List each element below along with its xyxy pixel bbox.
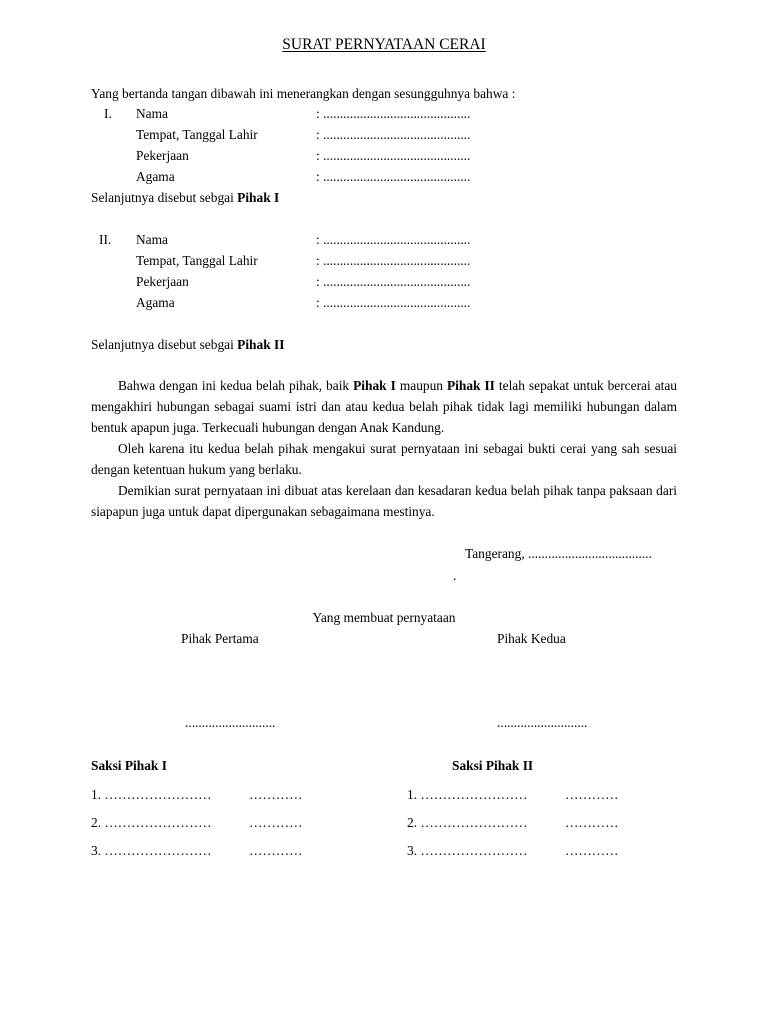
body-text: Bahwa dengan ini kedua belah pihak, baik — [118, 378, 354, 393]
party-1-field-label: Nama — [136, 106, 168, 121]
witness-right-name: 2. …………………… — [407, 815, 528, 830]
party-2-field-blank: : ............................................ — [316, 295, 471, 310]
party-2-field-blank: : ............................................ — [316, 274, 471, 289]
party-2-followup-bold: Pihak II — [237, 337, 285, 352]
party-2-field-label: Tempat, Tanggal Lahir — [136, 253, 258, 268]
witness-left-sign: ………… — [249, 787, 303, 802]
witness-right-heading: Saksi Pihak II — [452, 758, 534, 773]
witness-right-name: 1. …………………… — [407, 787, 528, 802]
party-1-followup-bold: Pihak I — [237, 190, 280, 205]
witness-left-name: 1. …………………… — [91, 787, 212, 802]
party-1-field-label: Agama — [136, 169, 175, 184]
body-bold-text: Pihak I — [353, 378, 396, 393]
body-paragraph-2 — [91, 438, 677, 480]
party-1-field-label: Pekerjaan — [136, 148, 189, 163]
first-party-label: Pihak Pertama — [181, 631, 259, 646]
document-title: SURAT PERNYATAAN CERAI — [282, 36, 486, 53]
witness-right-name: 3. …………………… — [407, 843, 528, 858]
party-1-field-blank: : ............................................ — [316, 106, 471, 121]
second-party-label: Pihak Kedua — [497, 631, 566, 646]
witness-left-name: 3. …………………… — [91, 843, 212, 858]
witness-right-sign: ………… — [565, 815, 619, 830]
signature-heading: Yang membuat pernyataan — [312, 610, 456, 625]
witness-right-sign: ………… — [565, 843, 619, 858]
party-2-numeral: II. — [99, 232, 112, 247]
party-2-field-label: Nama — [136, 232, 168, 247]
party-1-field-label: Tempat, Tanggal Lahir — [136, 127, 258, 142]
place-date-line: Tangerang, ..................................... — [465, 546, 652, 561]
body-paragraph-3 — [91, 480, 677, 522]
party-1-field-blank: : ............................................ — [316, 148, 471, 163]
party-1-followup-text: Selanjutnya disebut sebgai — [91, 190, 238, 205]
party-2-field-blank: : ............................................ — [316, 232, 471, 247]
body-paragraph-1 — [91, 375, 677, 438]
witness-left-heading: Saksi Pihak I — [91, 758, 167, 773]
party-2-field-blank: : ............................................ — [316, 253, 471, 268]
party-2-field-label: Agama — [136, 295, 175, 310]
witness-left-sign: ………… — [249, 843, 303, 858]
body-text: Oleh karena itu kedua belah pihak mengakui surat pernyataan ini sebagai bukti cerai yang sah sesuai dengan ketentuan hukum yang berlaku. — [91, 441, 677, 477]
party-2-followup-text: Selanjutnya disebut sebgai — [91, 337, 238, 352]
party-1-numeral: I. — [104, 106, 112, 121]
witness-right-sign: ………… — [565, 787, 619, 802]
witness-left-sign: ………… — [249, 815, 303, 830]
party-2-field-label: Pekerjaan — [136, 274, 189, 289]
first-party-signature-line: ........................... — [185, 715, 276, 730]
body-bold-text: Pihak II — [446, 378, 495, 393]
body-text: Demikian surat pernyataan ini dibuat atas kerelaan dan kesadaran kedua belah pihak tanpa paksaan dari siapapun juga untuk dapat dipergunakan sebagaimana mestinya. — [91, 483, 677, 519]
second-party-signature-line: ........................... — [497, 715, 588, 730]
witness-left-name: 2. …………………… — [91, 815, 212, 830]
party-2-followup — [91, 338, 284, 351]
stray-dot: . — [453, 568, 457, 583]
party-1-followup — [91, 191, 279, 204]
party-1-field-blank: : ............................................ — [316, 169, 471, 184]
body-text: maupun — [395, 378, 447, 393]
intro-text: Yang bertanda tangan dibawah ini menerangkan dengan sesungguhnya bahwa : — [91, 86, 516, 101]
party-1-field-blank: : ............................................ — [316, 127, 471, 142]
body-text: telah sepakat untuk bercerai atau mengakhiri hubungan sebagai suami istri dan atau kedua belah pihak tidak lagi memiliki hubungan dalam bentuk apapun juga. Terkecuali hubungan dengan Anak Kandung. — [91, 378, 677, 435]
